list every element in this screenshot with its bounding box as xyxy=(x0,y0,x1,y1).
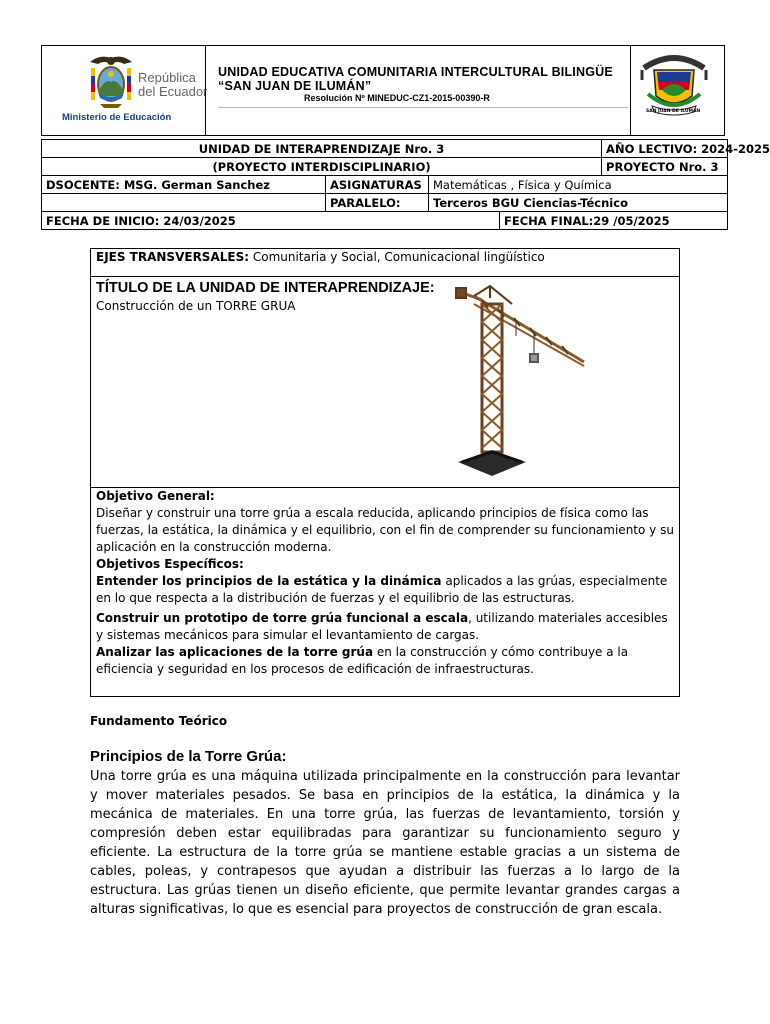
obj1-text: aplicados a las grúas, especialmente en lo que respecta a la distribución de fuerzas y el equilibrio de las estructuras. xyxy=(96,574,668,605)
ejes-line xyxy=(96,249,545,266)
asignaturas-value-cell: Matemáticas , Física y Química xyxy=(429,176,728,194)
republica-text xyxy=(138,71,207,99)
docente-cell: DSOCENTE: MSG. German Sanchez xyxy=(42,176,326,194)
obj-general-label: Objetivo General: xyxy=(96,489,215,503)
obj-especificos-label: Objetivos Específicos: xyxy=(96,557,244,571)
institution-name: UNIDAD EDUCATIVA COMUNITARIA INTERCULTURAL BILINGÜE xyxy=(218,65,613,79)
fundamento-paragraph: Una torre grúa es una máquina utilizada principalmente en la construcción para levantar y mover materiales pesados. Se basa en principios de la estática, la dinámica y la mecánica de materiales. En una torre grúa, las fuerzas de levantamiento, torsión y compresión deben estar equilibradas para garantizar su funcionamiento seguro y eficiente. La estructura de la torre grúa se mantiene estable gracias a un sistema de cables, poleas, y contrapesos que ayudan a distribuir las fuerzas a lo largo de la estructura. Las grúas tienen un diseño eficiente, que permite levantar grandes cargas a alturas significativas, lo que es esencial para proyectos de construcción de gran escala. xyxy=(90,769,680,917)
titulo-label: TÍTULO DE LA UNIDAD DE INTERAPRENDIZAJE: xyxy=(96,280,435,296)
obj-general-text: Diseñar y construir una torre grúa a escala reducida, aplicando principios de física como las fuerzas, la estática, la dinámica y el equilibrio, con el fin de comprender su funcionamiento y su aplicación en la construcción moderna. xyxy=(96,506,674,554)
coat-of-arms-icon xyxy=(86,52,136,110)
obj3-bold: Analizar las aplicaciones de la torre grúa xyxy=(96,645,374,659)
ejes-value: Comunitaria y Social, Comunicacional lingüístico xyxy=(249,250,545,264)
institution-subname: “SAN JUAN DE ILUMÁN” xyxy=(218,79,372,93)
asignaturas-label-cell: ASIGNATURAS xyxy=(326,176,429,194)
paralelo-label-cell: PARALELO: xyxy=(326,194,429,212)
header-divider xyxy=(630,45,631,136)
obj2-text: , utilizando materiales accesibles y sistemas mecánicos para simular el levantamiento de cargas. xyxy=(96,611,668,642)
proyecto-nro-cell: PROYECTO Nro. 3 xyxy=(602,158,728,176)
ejes-label: EJES TRANSVERSALES: xyxy=(96,250,250,264)
obj-especifico-3 xyxy=(96,644,676,678)
obj-especifico-2 xyxy=(96,610,676,644)
seal-caption: SAN JUAN DE ILUMAN xyxy=(646,109,701,114)
anio-cell: AÑO LECTIVO: 2024-2025 xyxy=(602,140,728,158)
fecha-final-cell: FECHA FINAL:29 /05/2025 xyxy=(500,212,728,230)
paralelo-value-cell: Terceros BGU Ciencias-Técnico xyxy=(429,194,728,212)
resolution-text: Resolución Nº MINEDUC-CZ1-2015-00390-R xyxy=(304,93,490,103)
obj-especifico-1 xyxy=(96,573,676,607)
tower-crane-icon xyxy=(452,284,592,484)
obj2-bold: Construir un prototipo de torre grúa funcional a escala xyxy=(96,611,469,625)
fundamento-heading: Principios de la Torre Grúa: xyxy=(90,748,287,765)
unidad-cell: UNIDAD DE INTERAPRENDIZAJE Nro. 3 xyxy=(42,140,602,158)
republica-line2: del Ecuador xyxy=(138,84,208,99)
fecha-inicio-cell: FECHA DE INICIO: 24/03/2025 xyxy=(42,212,500,230)
republica-line1: República xyxy=(138,70,196,85)
unit-divider xyxy=(90,276,680,277)
obj1-bold: Entender los principios de la estática y la dinámica xyxy=(96,574,442,588)
info-table xyxy=(41,139,770,230)
titulo-value: Construcción de un TORRE GRUA xyxy=(96,299,296,313)
header-rule xyxy=(218,107,628,108)
ministerio-text: Ministerio de Educación xyxy=(62,112,172,123)
obj3-text: en la construcción y cómo contribuye a la eficiencia y seguridad en los procesos de edificación de infraestructuras. xyxy=(96,645,629,676)
fundamento-label: Fundamento Teórico xyxy=(90,714,228,728)
empty-cell xyxy=(42,194,326,212)
proyecto-label-cell: (PROYECTO INTERDISCIPLINARIO) xyxy=(42,158,602,176)
